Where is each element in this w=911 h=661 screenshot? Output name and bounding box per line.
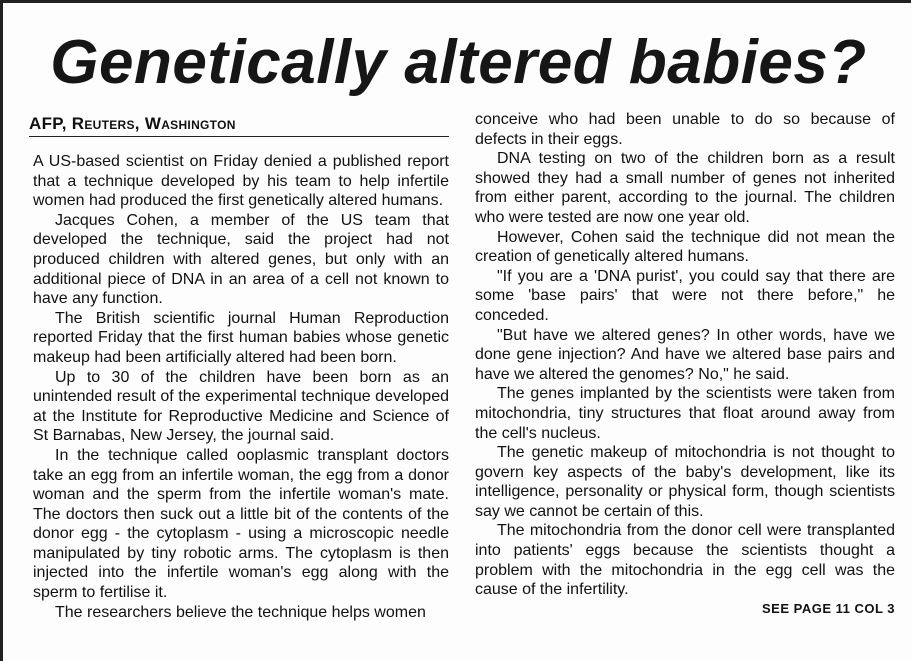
paragraph: In the technique called ooplasmic transplant doctors take an egg from an infertile woman, the egg from a donor woman and the sperm from the infertile woman's mate. The doctors then suck out a little bit of the contents of the donor egg - the cytoplasm - using a microscopic needle manipulated by tiny robotic arms. The cytoplasm is then injected into the infertile woman's egg along with the sperm to fertilise it.: [33, 446, 449, 602]
paragraph: Up to 30 of the children have been born as an unintended result of the experimental technique developed at the Institute for Reproductive Medicine and Science of St Barnabas, New Jersey, the journal said.: [33, 368, 449, 445]
continued-on-page-note: SEE PAGE 11 COL 3: [761, 601, 895, 616]
paragraph: DNA testing on two of the children born as a result showed they had a small number of genes not inherited from either parent, according to the journal. The children who were tested are now one year old.: [475, 150, 895, 226]
paragraph: The British scientific journal Human Reproduction reported Friday that the first human babies whose genetic makeup had been artificially altered had been born.: [33, 309, 449, 366]
article-column-2: [475, 110, 895, 600]
paragraph: The genes implanted by the scientists were taken from mitochondria, tiny structures that float around away from the cell's nucleus.: [475, 385, 895, 442]
headline: Genetically altered babies?: [50, 28, 867, 97]
paragraph: Jacques Cohen, a member of the US team that developed the technique, said the project had not produced children with altered genes, but only with an additional piece of DNA in an area of a cell not known to have any function.: [33, 211, 449, 308]
paragraph: "But have we altered genes? In other words, have we done gene injection? And have we altered base pairs and have we altered the genomes? No," he said.: [475, 326, 895, 383]
article-column-1: [33, 152, 449, 622]
paragraph: The genetic makeup of mitochondria is not thought to govern key aspects of the baby's development, like its intelligence, personality or physical form, though scientists say we cannot be certain of this.: [475, 444, 895, 520]
paragraph: "If you are a 'DNA purist', you could say that there are some 'base pairs' that were not there before," he conceded.: [475, 267, 895, 324]
paragraph: The researchers believe the technique helps women: [55, 603, 426, 621]
paragraph: However, Cohen said the technique did not mean the creation of genetically altered humans.: [475, 228, 895, 266]
paragraph-continuation: conceive who had been unable to do so because of defects in their eggs.: [475, 111, 895, 148]
byline: AFP, Reuters, Washington: [29, 113, 449, 137]
paragraph: The mitochondria from the donor cell were transplanted into patients' eggs because the scientists thought a problem with the mitochondria in the egg cell was the cause of the infertility.: [475, 522, 895, 599]
paragraph: A US-based scientist on Friday denied a published report that a technique developed by his team to help infertile women had produced the first genetically altered humans.: [33, 153, 449, 210]
